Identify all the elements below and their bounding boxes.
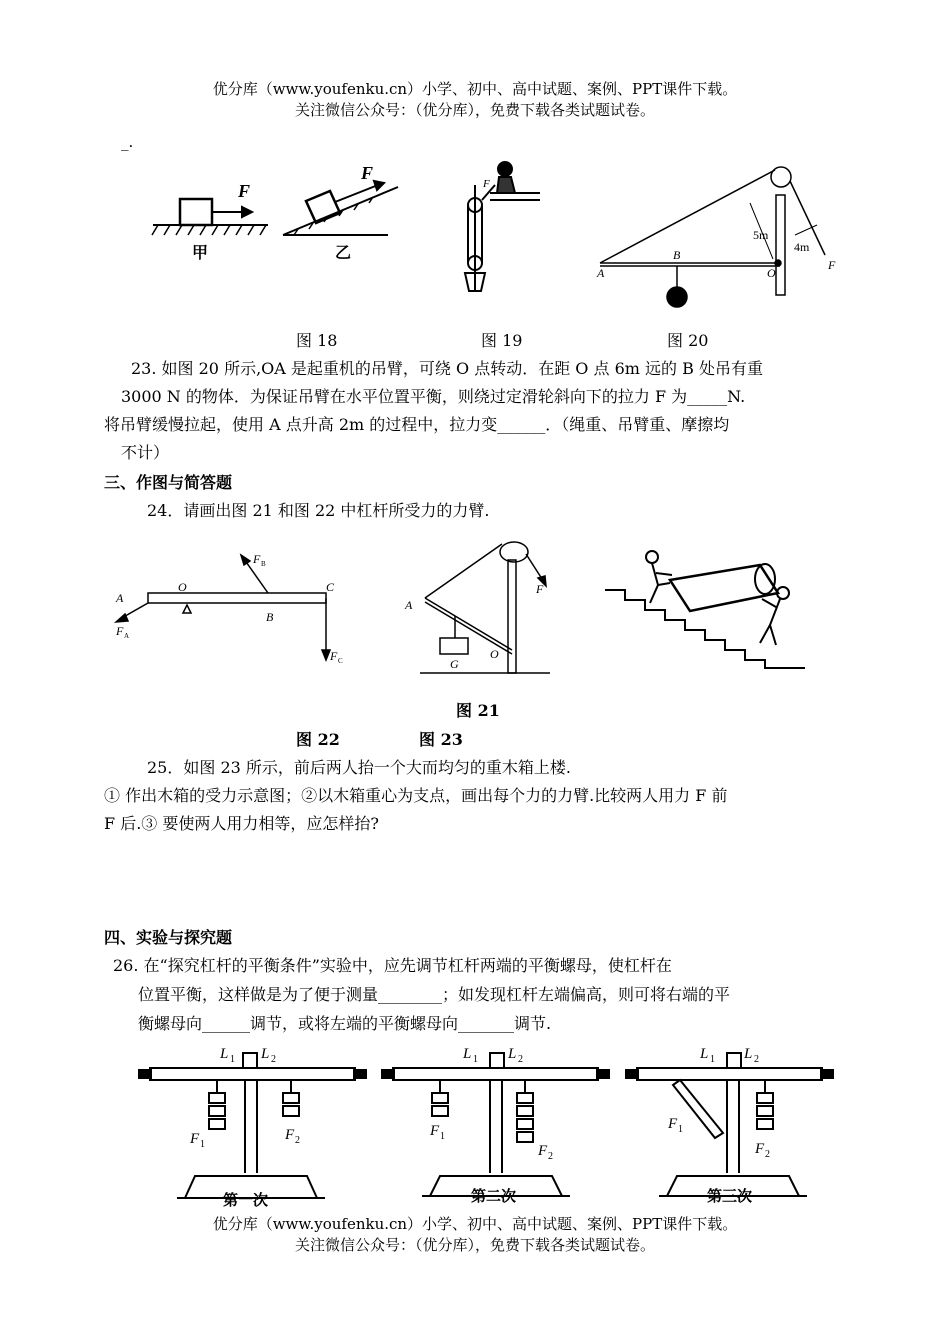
trial2-L2: L — [508, 1046, 517, 1062]
q26-line-3: 衡螺母向______调节，或将左端的平衡螺母向_______调节. — [138, 1014, 552, 1033]
q25-line-1: 25．如图 23 所示，前后两人抬一个大而均匀的重木箱上楼. — [147, 758, 571, 777]
q26-line-2: 位置平衡，这样做是为了便于测量________；如发现杠杆左端偏高，则可将右端的平 — [138, 985, 731, 1004]
trial1-F2-sub: 2 — [295, 1135, 300, 1146]
fig18-caption: 图 18 — [296, 331, 338, 350]
trial1-F1: F — [190, 1131, 200, 1147]
fig21-label-O: O — [178, 580, 187, 594]
trial3-L1: L — [700, 1046, 709, 1062]
fig20-label-5m: 5m — [753, 228, 769, 242]
figure-22 — [400, 530, 560, 680]
figure-23 — [600, 545, 815, 675]
figure-lever-balance — [135, 1038, 840, 1210]
trial2-F1: F — [430, 1123, 440, 1139]
fig21-label-B: B — [266, 610, 274, 624]
fig21-label-FB: F — [253, 552, 261, 566]
fig19-caption: 图 19 — [481, 331, 523, 350]
fig20-label-B: B — [673, 248, 681, 262]
trial1-L1: L — [220, 1046, 229, 1062]
fig21-label-A: A — [116, 591, 124, 605]
trial3-F2-sub: 2 — [765, 1149, 770, 1160]
fig18-force-label-2: F — [361, 163, 374, 183]
fig22-label-G: G — [450, 657, 459, 671]
trial1-F2: F — [285, 1127, 295, 1143]
fig20-label-4m: 4m — [794, 240, 810, 254]
fig20-label-O: O — [767, 266, 776, 280]
footer-line-1: 优分库（www.youfenku.cn）小学、初中、高中试题、案例、PPT课件下载。 — [212, 1215, 738, 1233]
header-line-1: 优分库（www.youfenku.cn）小学、初中、高中试题、案例、PPT课件下载。 — [212, 80, 738, 98]
fig18-label-yi: 乙 — [335, 245, 352, 262]
trial2-F2: F — [538, 1143, 548, 1159]
trial2-F2-sub: 2 — [548, 1151, 553, 1162]
figure-18 — [148, 155, 413, 265]
q23-line-3: 将吊臂缓慢拉起，使用 A 点升高 2m 的过程中，拉力变______．（绳重、吊臂重、摩擦均 — [104, 415, 730, 434]
fig20-label-F: F — [828, 258, 836, 272]
trial1-F1-sub: 1 — [200, 1139, 205, 1150]
fig22-caption: 图 22 — [296, 730, 340, 749]
fig20-caption: 图 20 — [667, 331, 709, 350]
trial2-F1-sub: 1 — [440, 1131, 445, 1142]
trial3-F2: F — [755, 1141, 765, 1157]
fig20-label-A: A — [597, 266, 605, 280]
trial2-L2-sub: 2 — [518, 1054, 523, 1065]
q23-line-2: 3000 N 的物体．为保证吊臂在水平位置平衡，则绕过定滑轮斜向下的拉力 F 为_____N. — [121, 387, 746, 406]
fig21-caption: 图 21 — [456, 701, 500, 720]
footer-line-2: 关注微信公众号：（优分库），免费下载各类试题试卷。 — [294, 1236, 655, 1254]
fig21-label-FB-sub: B — [261, 560, 266, 568]
trial1-caption: 第一次 — [223, 1193, 269, 1209]
trial1-L1-sub: 1 — [230, 1054, 235, 1065]
q25-line-2: ① 作出木箱的受力示意图；②以木箱重心为支点，画出每个力的力臂.比较两人用力 F 前 — [104, 786, 728, 805]
trial3-F1-sub: 1 — [678, 1124, 683, 1135]
trial3-L1-sub: 1 — [710, 1054, 715, 1065]
trial3-caption: 第三次 — [707, 1189, 753, 1205]
q26-line-1: 26. 在“探究杠杆的平衡条件”实验中，应先调节杠杆两端的平衡螺母，使杠杆在 — [113, 956, 672, 975]
balance-trial-3 — [626, 1053, 833, 1196]
trial3-F1: F — [668, 1116, 678, 1132]
trial3-L2-sub: 2 — [754, 1054, 759, 1065]
fig21-label-FC: F — [330, 649, 338, 663]
fig22-label-A: A — [405, 598, 413, 612]
trial1-L2: L — [261, 1046, 270, 1062]
fig21-label-FA-sub: A — [124, 632, 130, 640]
trial3-L2: L — [744, 1046, 753, 1062]
figure-19 — [455, 155, 545, 300]
trial2-caption: 第二次 — [471, 1189, 517, 1205]
trial2-L1: L — [463, 1046, 472, 1062]
fig22-label-O: O — [490, 647, 499, 661]
q23-line-1: 23. 如图 20 所示,OA 是起重机的吊臂，可绕 O 点转动．在距 O 点 6m 远的 B 处吊有重 — [131, 359, 763, 378]
figure-21 — [108, 545, 368, 670]
q24-text: 24．请画出图 21 和图 22 中杠杆所受力的力臂. — [147, 501, 490, 520]
fig21-label-C: C — [326, 580, 335, 594]
fig21-label-FC-sub: C — [338, 657, 343, 665]
stray-mark: _. — [121, 133, 134, 151]
fig23-caption: 图 23 — [419, 730, 463, 749]
q23-line-4: 不计） — [121, 443, 170, 462]
section-3-title: 三、作图与简答题 — [104, 473, 233, 492]
trial2-L1-sub: 1 — [473, 1054, 478, 1065]
fig18-force-label-1: F — [238, 181, 251, 201]
balance-trial-2 — [382, 1053, 609, 1196]
fig18-label-jia: 甲 — [192, 245, 209, 262]
figure-20 — [595, 155, 845, 310]
trial1-L2-sub: 2 — [271, 1054, 276, 1065]
q25-line-3: F 后.③ 要使两人用力相等，应怎样抬? — [104, 814, 379, 833]
header-line-2: 关注微信公众号：（优分库），免费下载各类试题试卷。 — [294, 101, 655, 119]
fig19-force-label: F — [483, 178, 490, 190]
section-4-title: 四、实验与探究题 — [104, 928, 233, 947]
fig21-label-FA: F — [116, 624, 124, 638]
fig22-label-F: F — [536, 582, 544, 596]
balance-trial-1 — [139, 1053, 366, 1198]
